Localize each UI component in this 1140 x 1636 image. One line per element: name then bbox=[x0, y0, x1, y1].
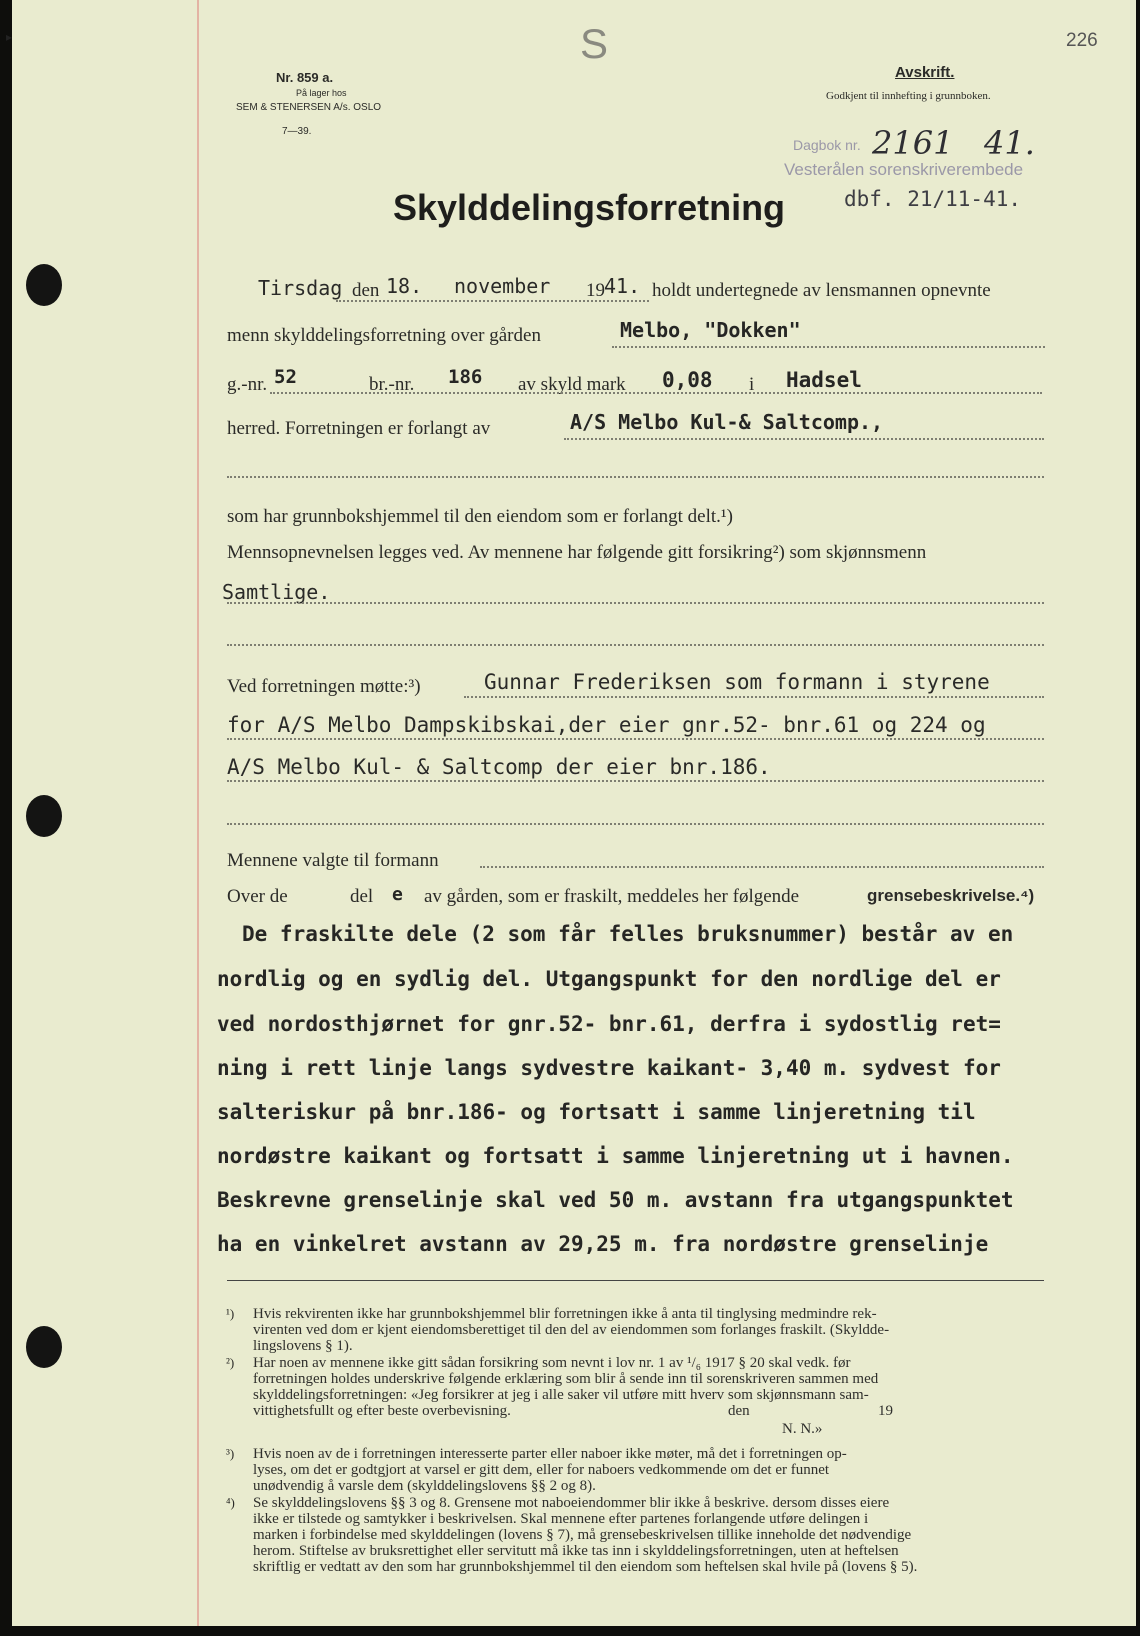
footnote-2-line: vittighetsfullt og efter beste overbevisning. bbox=[253, 1403, 511, 1419]
stamp-office: Vesterålen sorenskriverembede bbox=[784, 160, 1024, 179]
description-line: De fraskilte dele (2 som får felles bruksnummer) består av en bbox=[242, 922, 1014, 946]
printer-line2: SEM & STENERSEN A/s. OSLO bbox=[236, 102, 382, 113]
form-number: Nr. 859 a. bbox=[276, 70, 334, 85]
footnote-4-line: marken i forbindelse med skylddelingen (lovens § 7), må grensebeskrivelsen tillike inneholde det nødvendige bbox=[253, 1527, 912, 1543]
samtlige: Samtlige. bbox=[222, 580, 331, 604]
dagbok-year: 41. bbox=[984, 124, 1035, 162]
signature-placeholder: N. N.» bbox=[782, 1421, 823, 1437]
description-line: salteriskur på bnr.186- og fortsatt i samme linjeretning til bbox=[217, 1100, 976, 1124]
footnote-1-line: virenten ved dom er kjent eiendomsberettiget til den del av eiendommen som forlanges fraskilt. (Skyldde- bbox=[253, 1322, 890, 1338]
punch-hole bbox=[26, 264, 62, 306]
pencil-mark: S bbox=[580, 20, 609, 67]
present-persons: Gunnar Frederiksen som formann i styrene bbox=[484, 670, 990, 694]
footnote-4-line: ikke er tilstede og samtykker i beskrivelsen. Skal mennene efter partenes forlangende utføre delingen i bbox=[253, 1511, 869, 1527]
footnote-3-line: unødvendig å varsle dem (skylddelingslovens §§ 2 og 8). bbox=[253, 1478, 596, 1494]
printer-line3: 7—39. bbox=[282, 126, 312, 137]
dagbok-label: Dagbok nr. bbox=[793, 137, 861, 153]
description-line: nordøstre kaikant og fortsatt i samme linjeretning ut i havnen. bbox=[217, 1144, 1014, 1168]
corner-triangle: ▸ bbox=[6, 30, 13, 44]
dagbok-number: 2161 bbox=[872, 124, 954, 162]
footnote-3-line: lyses, om det er godtgjort at varsel er gitt dem, eller for naboers vedkommende om det er funnet bbox=[253, 1462, 830, 1478]
page-number: 226 bbox=[1066, 30, 1098, 51]
footnote-4-line: Se skylddelingslovens §§ 3 og 8. Grensene mot naboeiendommer blir ikke å beskrive. dersom disses eiere bbox=[253, 1495, 890, 1511]
document-page: ▸ S 226 Nr. 859 a. På lager hos SEM & STENERSEN A/s. OSLO 7—39. Avskrift. Godkjent til innhefting i grunnboken. Dagbok nr. 2161 41. Vesterålen sorenskriverembede dbf. 21/11-41. Skylddelingsforretning Tirsdag den 18. november 19 41. holdt undertegnede av lensmannen opnevnte menn skylddelingsforretning over gården Melbo, "Dokken" g.-nr. 52 br.-nr. 186 av skyld mark 0,08 i Hadsel herred. Forretningen er forlangt av A/S Melbo Kul-& Saltcomp., som har grunnbokshjemmel til den eiendom som er forlangt delt.¹) Mennsopnevnelsen legges ved. Av mennene har følgende gitt forsikring²) som skjønnsmenn Samtlige. Ved forretningen møtte:³) Gunnar Frederiksen som formann i styrene for A/S Melbo Dampskibskai,der eier gnr.52- bnr.61 og 224 og A/S Melbo Kul- & Saltcomp der eier bnr.186. Mennene valgte til formann Over de del e av gården, som er fraskilt, meddeles her følgende grensebeskrivelse.⁴) De fraskilte dele (2 som får felles bruksnummer) består av en nordlig og en sydlig del. Utgangspunkt for den nordlige del er ved nordosthjørnet for gnr.52- bnr.61, derfra i sydostlig ret= ning i rett linje langs sydvestre kaikant- 3,40 m. sydvest for salteriskur på bnr.186- og fortsatt i samme linjeretning til nordøstre kaikant og fortsatt i samme linjeretning ut i havnen. Beskrevne grenselinje skal ved 50 m. avstann fra utgangspunktet ha en vinkelret avstann av 29,25 m. fra nordøstre grenselinje ¹) Hvis rekvirenten ikke har grunnbokshjemmel blir forretningen ikke å anta til tinglysing medmindre rek- virenten ved dom er kjent eiendomsberettiget til den del av eiendommen som forlanges fraskilt. (Skyldde- lingslovens § 1). ²) Har noen av mennene ikke gitt sådan forsikring som nevnt i lov nr. 1 av ¹/₆ 1917 § 20 skal vedk. før forretningen holdes underskrive følgende erklæring som blir å sende inn til sorenskriveren sammen med skylddelingsforretningen: «Jeg forsikrer at jeg i alle saker vil utføre mitt hverv som skjønnsmann sam- vittighetsfullt og efter beste overbevisning. den 19 N. N.» ³) Hvis noen av de i forretningen interesserte parter eller naboer ikke møter, må det i forretningen op- lyses, om det er godtgjort at varsel er gitt dem, eller for naboers vedkommende om det er funnet unødvendig å varsle dem (skylddelingslovens §§ 2 og 8). ⁴) Se skylddelingslovens §§ 3 og 8. Grensene mot naboeiendommer blir ikke å beskrive. dersom disses eiere ikke er tilstede og samtykker i beskrivelsen. Skal mennene efter partenes forlangende utføre delingen i marken i forbindelse med skylddelingen (lovens § 7), må grensebeskrivelsen tillike inneholde det nødvendige herom. Stiftelse av bruksrettighet eller servitutt må ikke tas inn i skylddelingsforretningen, uten at heftelsen skriftlig er vedtatt av den som har grunnbokshjemmel til den eiendom som heftelsen skal hvile på (lovens § 5). bbox=[12, 0, 1136, 1626]
year: 41. bbox=[604, 274, 641, 298]
present-line3: A/S Melbo Kul- & Saltcomp der eier bnr.186. bbox=[227, 755, 771, 779]
description-line: ha en vinkelret avstann av 29,25 m. fra nordøstre grenselinje bbox=[217, 1232, 989, 1256]
hjemmel-line: som har grunnbokshjemmel til den eiendom som er forlangt delt.¹) bbox=[227, 506, 733, 527]
footnote-4-line: skriftlig er vedtatt av den som har grunnbokshjemmel til den eiendom som heftelsen skal hvile på (lovens § 5). bbox=[253, 1559, 918, 1575]
present-line2: for A/S Melbo Dampskibskai,der eier gnr.52- bnr.61 og 224 og bbox=[227, 713, 986, 737]
footnote-1-line: Hvis rekvirenten ikke har grunnbokshjemmel blir forretningen ikke å anta til tinglysing medmindre rek- bbox=[253, 1306, 877, 1322]
skyld: 0,08 bbox=[662, 368, 713, 392]
formann-line: Mennene valgte til formann bbox=[227, 850, 439, 871]
description-line: ved nordosthjørnet for gnr.52- bnr.61, derfra i sydostlig ret= bbox=[217, 1012, 1001, 1036]
farm-name: Melbo, "Dokken" bbox=[620, 318, 801, 342]
kommune: Hadsel bbox=[786, 368, 862, 392]
stamp-date: dbf. 21/11-41. bbox=[844, 187, 1022, 211]
footnote-1-line: lingslovens § 1). bbox=[253, 1338, 353, 1354]
day: 18. bbox=[386, 274, 423, 298]
requester: A/S Melbo Kul-& Saltcomp., bbox=[570, 410, 884, 434]
description-line: nordlig og en sydlig del. Utgangspunkt for den nordlige del er bbox=[217, 967, 1001, 991]
bnr: 186 bbox=[448, 366, 483, 388]
description-line: ning i rett linje langs sydvestre kaikant- 3,40 m. sydvest for bbox=[217, 1056, 1001, 1080]
avskrift-title: Avskrift. bbox=[895, 64, 955, 81]
punch-hole bbox=[26, 1326, 62, 1368]
footnote-2-line: forretningen holdes underskrive følgende erklæring som blir å sende inn til sorenskriveren sammen med bbox=[253, 1371, 879, 1387]
printer-line1: På lager hos bbox=[296, 88, 347, 98]
page-title: Skylddelingsforretning bbox=[393, 187, 786, 228]
description-line: Beskrevne grenselinje skal ved 50 m. avstann fra utgangspunktet bbox=[217, 1188, 1014, 1212]
footnote-4-line: herom. Stiftelse av bruksrettighet eller servitutt må ikke tas inn i skylddelingsforretningen, uten at heftelsen bbox=[253, 1543, 899, 1559]
punch-hole bbox=[26, 795, 62, 837]
forsikring-line: Mennsopnevnelsen legges ved. Av mennene har følgende gitt forsikring²) som skjønnsmenn bbox=[227, 542, 927, 563]
gnr: 52 bbox=[274, 366, 297, 388]
month: november bbox=[454, 274, 551, 298]
blank-line bbox=[227, 476, 1044, 478]
footnote-2-line: skylddelingsforretningen: «Jeg forsikrer at jeg i alle saker vil utføre mitt hverv som skjønnsmann sam- bbox=[253, 1387, 869, 1403]
weekday: Tirsdag bbox=[258, 276, 343, 300]
footnote-3-line: Hvis noen av de i forretningen interesserte parter eller naboer ikke møter, må det i forretningen op- bbox=[253, 1446, 847, 1462]
margin-line bbox=[197, 0, 199, 1626]
footnote-2-line: Har noen av mennene ikke gitt sådan forsikring som nevnt i lov nr. 1 av ¹/₆ 1917 § 20 skal vedk. før bbox=[253, 1355, 851, 1371]
footnote-divider bbox=[227, 1280, 1044, 1281]
avskrift-subtitle: Godkjent til innhefting i grunnboken. bbox=[826, 90, 991, 102]
